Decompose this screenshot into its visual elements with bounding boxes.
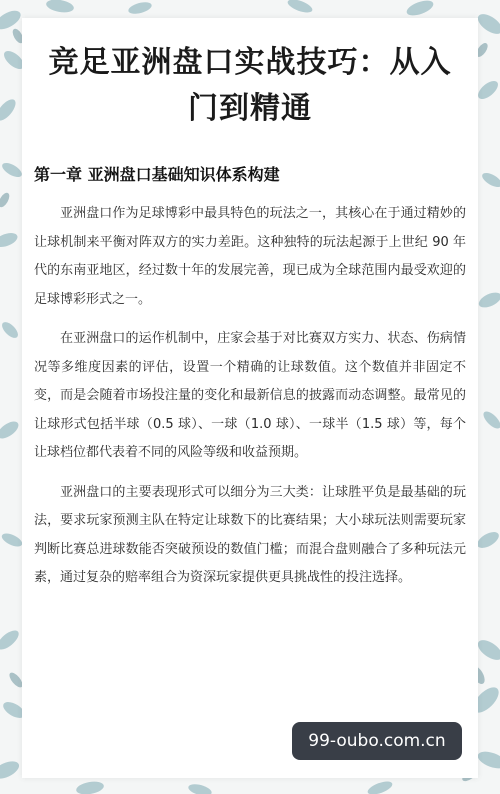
article-body <box>34 200 466 604</box>
article-paragraph: 亚洲盘口的主要表现形式可以细分为三大类：让球胜平负是最基础的玩法，要求玩家预测主队在特定让球数下的比赛结果；大小球玩法则需要玩家判断比赛总进球数能否突破预设的数值门槛；而混合盘则融合了多种玩法元素，通过复杂的赔率组合为资深玩家提供更具挑战性的投注选择。 <box>34 484 466 585</box>
site-watermark: 99-oubo.com.cn <box>292 722 462 760</box>
article-title <box>22 40 478 132</box>
article-title-line2: 门到精通 <box>188 91 312 126</box>
article-title-line1: 竞足亚洲盘口实战技巧：从入 <box>48 45 452 80</box>
article-paragraph: 在亚洲盘口的运作机制中，庄家会基于对比赛双方实力、状态、伤病情况等多维度因素的评估，设置一个精确的让球数值。这个数值并非固定不变，而是会随着市场投注量的变化和最新信息的披露而动态调整。最常见的让球形式包括半球（0.5 球）、一球（1.0 球）、一球半（1.5 球）等，每个让球档位都代表着不同的风险等级和收益预期。 <box>34 331 466 460</box>
chapter-heading: 第一章 亚洲盘口基础知识体系构建 <box>34 165 280 184</box>
article-paragraph: 亚洲盘口作为足球博彩中最具特色的玩法之一，其核心在于通过精妙的让球机制来平衡对阵双方的实力差距。这种独特的玩法起源于上世纪 90 年代的东南亚地区，经过数十年的发展完善，现已成为全球范围内最受欢迎的足球博彩形式之一。 <box>34 206 466 307</box>
